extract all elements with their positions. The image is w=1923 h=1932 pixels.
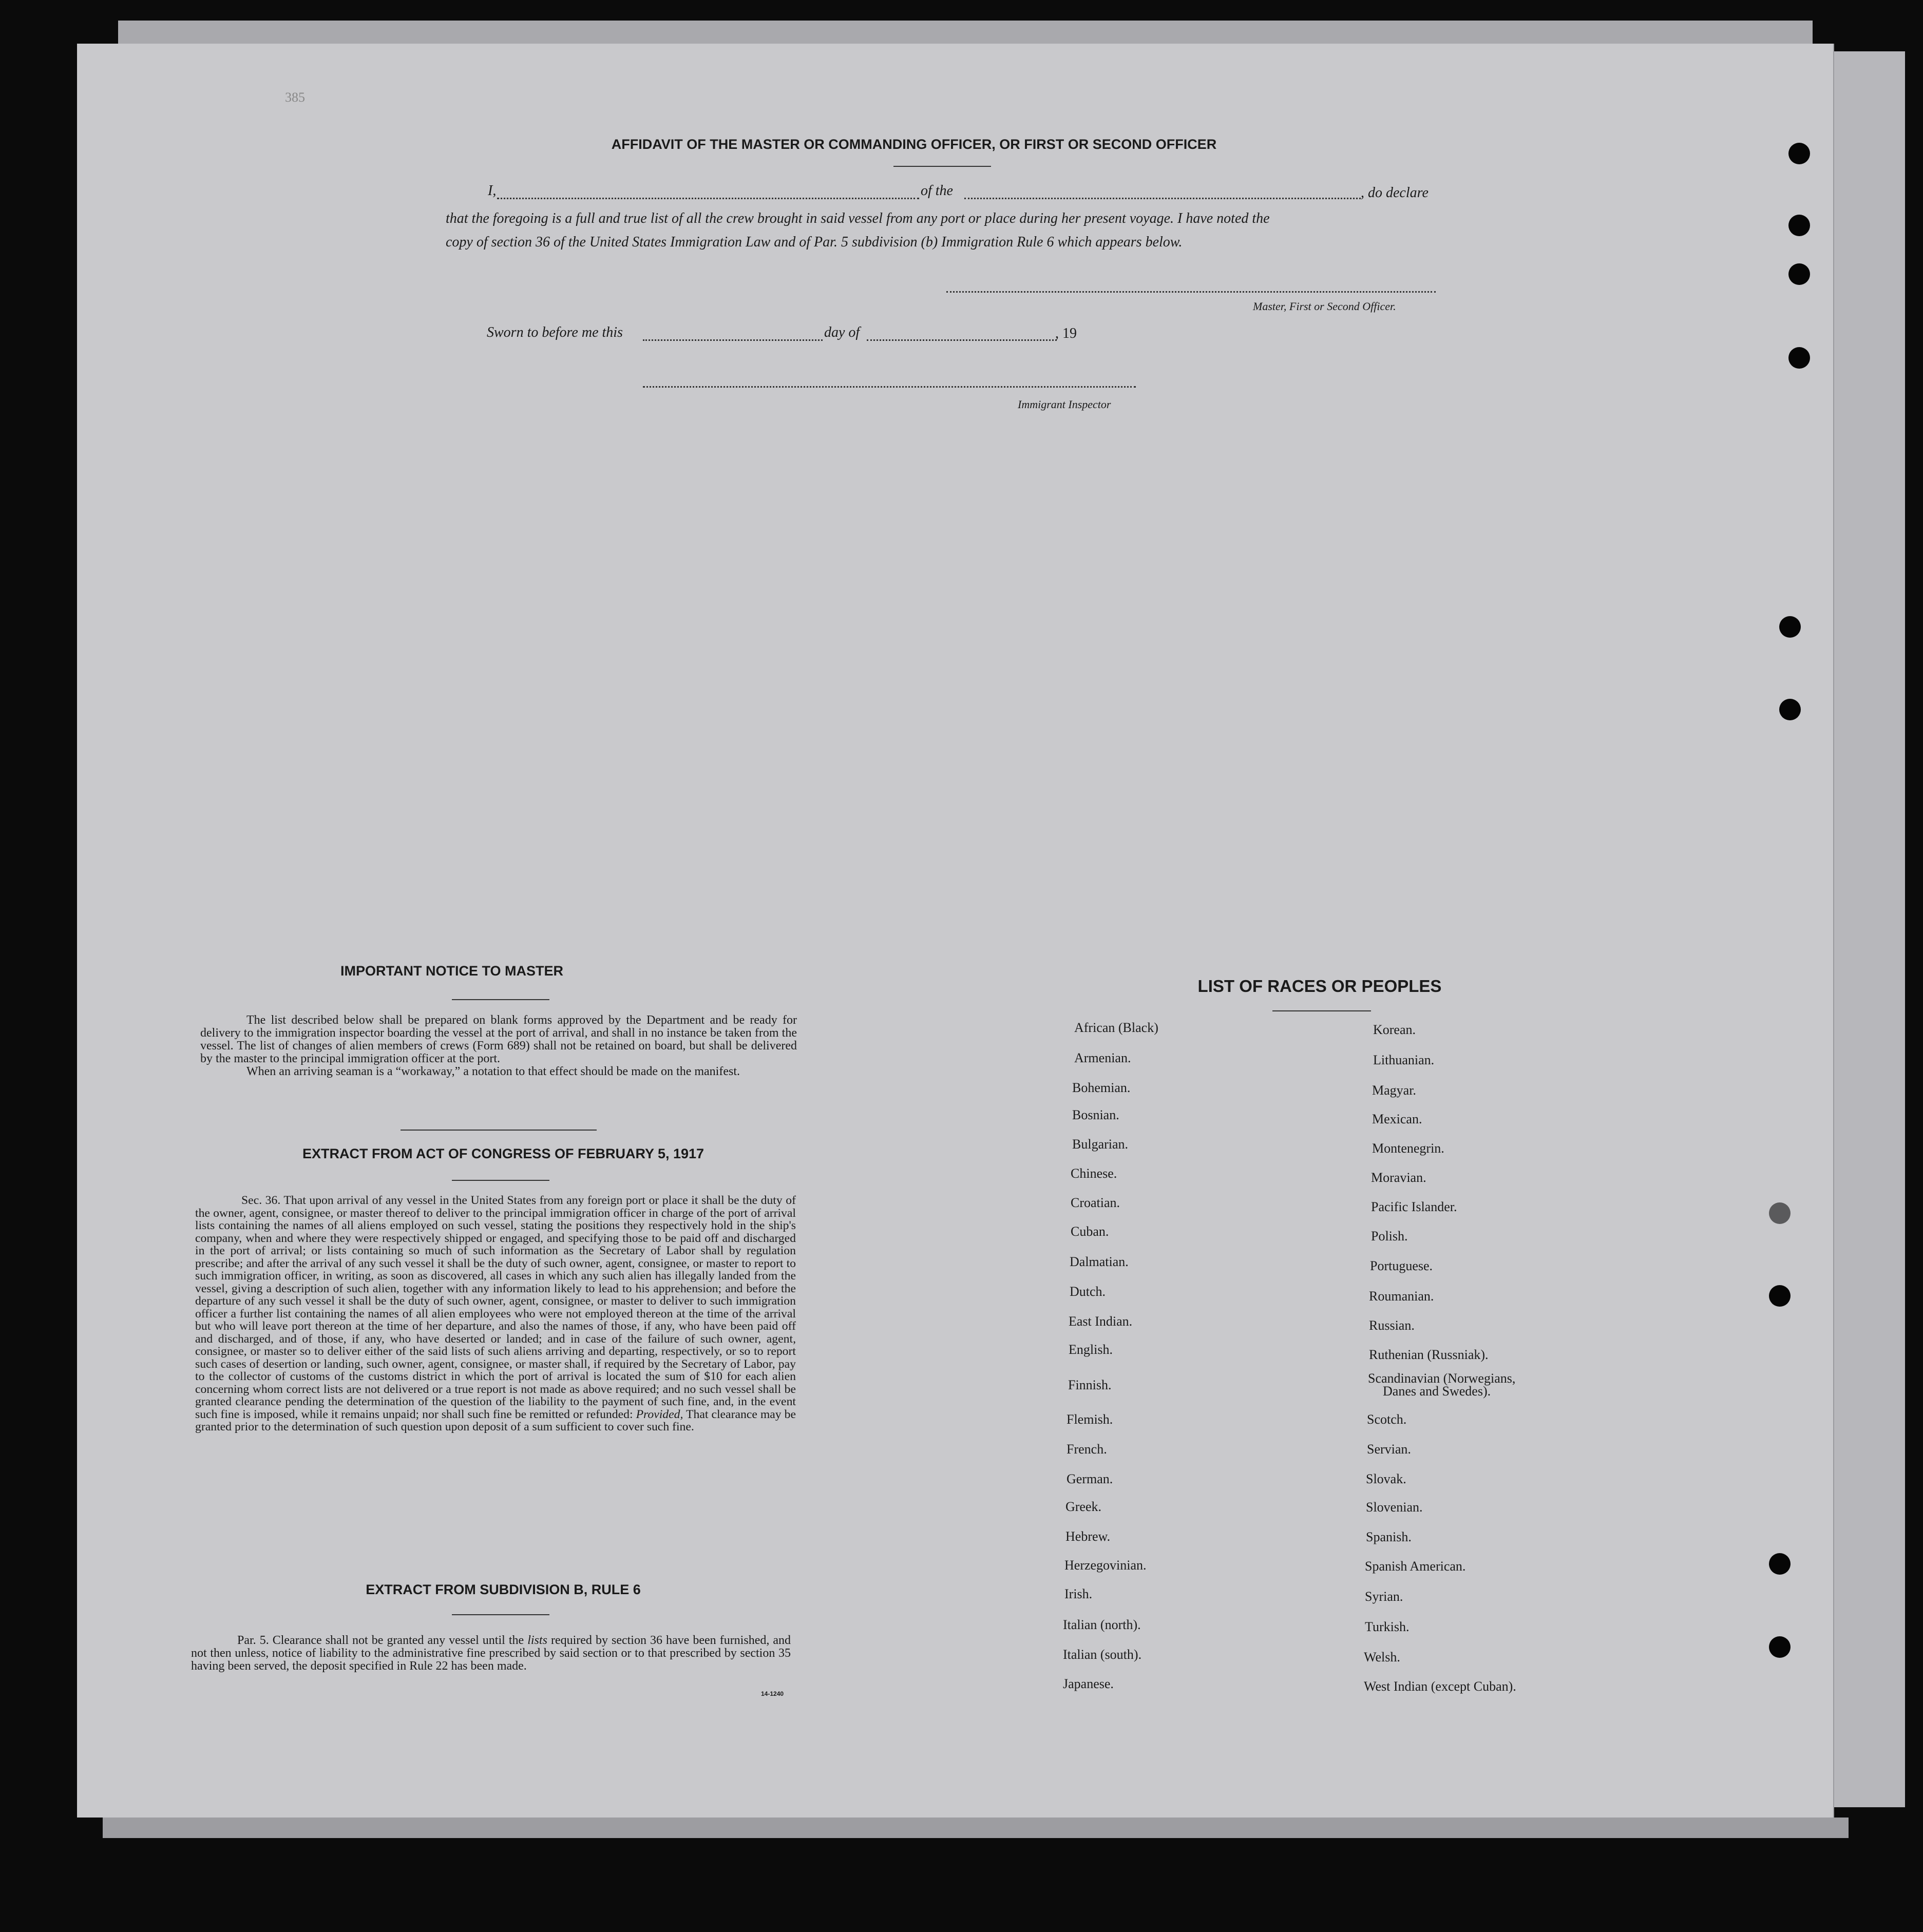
extract-act-divider [452,1180,549,1181]
race-left-item: Hebrew. [1065,1529,1111,1544]
race-right-item: Turkish. [1365,1619,1410,1634]
race-right-item: Pacific Islander. [1371,1199,1457,1214]
race-left-item: Chinese. [1071,1166,1117,1181]
race-right-item: Korean. [1373,1022,1416,1037]
sworn-day-blank[interactable] [643,339,823,341]
notice-divider [452,999,549,1000]
extract-act-body [195,1194,796,1433]
race-continuation: Danes and Swedes). [1383,1384,1491,1399]
race-right-item: Russian. [1369,1318,1415,1333]
race-left-item: Croatian. [1071,1195,1120,1210]
race-right-item: Mexican. [1372,1112,1422,1126]
race-left-item: Herzegovinian. [1064,1558,1147,1573]
race-right-item: Moravian. [1371,1170,1426,1185]
rule-text-b: required by section 36 have been furnished, and not then unless, notice of liability to the administrative fine prescribed by said section or to that prescribed by section 35 having been served, the deposit specified in Rule 22 has been made. [191,1634,791,1673]
section-36-end: That clearance may be granted prior to the determination of such question upon deposit of a sum sufficient to cover such fine. [195,1407,796,1433]
race-left-item: German. [1067,1471,1113,1486]
name-blank[interactable] [497,198,919,199]
race-left-item: English. [1069,1342,1113,1357]
race-left-item: Flemish. [1067,1412,1113,1427]
corner-page-mark: 385 [285,90,305,105]
affidavit-declare-label: , do declare [1361,185,1429,201]
race-right-item: Scotch. [1367,1412,1407,1427]
race-left-item: Italian (north). [1063,1617,1141,1632]
sworn-month-blank[interactable] [867,339,1057,341]
race-right-item: Welsh. [1364,1650,1400,1665]
lists-word: lists [527,1634,547,1647]
officer-signature-caption: Master, First or Second Officer. [1253,300,1396,313]
race-right-item: Spanish American. [1365,1559,1466,1574]
race-left-item: Japanese. [1063,1676,1114,1691]
affidavit-title: AFFIDAVIT OF THE MASTER OR COMMANDING OFFICER, OR FIRST OR SECOND OFFICER [611,137,1217,152]
race-left-item: Dutch. [1070,1284,1106,1299]
provided-word: Provided, [636,1407,683,1421]
race-left-item: Finnish. [1068,1378,1112,1392]
inspector-signature-line[interactable] [643,386,1136,388]
notice-paragraph-1: The list described below shall be prepared on blank forms approved by the Department and be ready for delivery to the immigration inspector boarding the vessel at the port of arrival, and shall in no instance be taken from the vessel. The list of changes of alien members of crews (Form 689) shall not be retained on board, but shall be delivered by the master to the principal immigration officer at the port. [200,1013,797,1065]
punch-hole [1788,215,1810,236]
page-edge-right [1833,51,1905,1807]
race-right-item: Syrian. [1365,1589,1403,1604]
races-divider [1272,1010,1371,1011]
notice-title: IMPORTANT NOTICE TO MASTER [340,963,563,979]
notice-body [200,1014,797,1078]
punch-hole [1769,1553,1791,1575]
race-left-item: East Indian. [1069,1314,1133,1329]
sworn-prefix: Sworn to before me this [487,324,623,340]
race-left-item: Cuban. [1071,1224,1109,1239]
affidavit-line-3: copy of section 36 of the United States Immigration Law and of Par. 5 subdivision (b) Immigration Rule 6 which appears below. [446,234,1183,250]
race-left-item: Bosnian. [1072,1107,1119,1122]
punch-hole [1779,616,1801,638]
race-left-item: Italian (south). [1063,1647,1142,1662]
punch-hole [1769,1202,1791,1224]
race-right-item: Roumanian. [1369,1289,1434,1304]
sworn-day-of-label: day of [824,324,860,340]
race-left-item: African (Black) [1074,1020,1158,1035]
vessel-blank[interactable] [964,198,1361,199]
punch-hole [1769,1636,1791,1658]
form-number: 14-1240 [761,1690,784,1697]
extract-rule-body [191,1634,791,1673]
race-right-item: Slovak. [1366,1471,1406,1486]
title-divider [893,166,991,167]
page-edge-bottom [103,1818,1849,1838]
race-right-item: Magyar. [1372,1083,1416,1098]
officer-signature-line[interactable] [946,291,1436,293]
race-left-item: French. [1067,1442,1107,1457]
rule-text-a: Par. 5. Clearance shall not be granted any vessel until the [237,1634,524,1647]
race-right-item: Slovenian. [1366,1500,1423,1515]
affidavit-of-the-label: of the [921,183,953,199]
race-right-item: Spanish. [1366,1529,1412,1544]
race-right-item: Lithuanian. [1373,1053,1435,1067]
race-left-item: Greek. [1065,1499,1102,1514]
affidavit-line-2: that the foregoing is a full and true list of all the crew brought in said vessel from any port or place during her present voyage. I have noted the [446,211,1270,226]
race-right-item: Polish. [1371,1229,1408,1244]
extract-act-title: EXTRACT FROM ACT OF CONGRESS OF FEBRUARY 5, 1917 [302,1146,705,1161]
punch-hole [1779,699,1801,720]
sworn-year-label: , 19 [1055,326,1077,341]
race-left-item: Irish. [1064,1586,1093,1601]
affidavit-i-label: I, [488,183,497,199]
race-right-item: West Indian (except Cuban). [1364,1679,1516,1694]
extract-rule-title: EXTRACT FROM SUBDIVISION B, RULE 6 [366,1582,641,1597]
race-right-item: Portuguese. [1370,1258,1433,1273]
race-left-item: Bulgarian. [1072,1137,1129,1152]
rule-paragraph [191,1634,791,1673]
race-left-item: Dalmatian. [1070,1254,1129,1269]
punch-hole [1788,143,1810,164]
form-page [77,44,1834,1818]
punch-hole [1788,263,1810,285]
race-right-item: Scandinavian (Norwegians, [1368,1371,1516,1386]
race-right-item: Servian. [1367,1442,1411,1457]
races-title: LIST OF RACES OR PEOPLES [1197,977,1442,996]
section-36-text [195,1194,796,1433]
punch-hole [1769,1285,1791,1307]
race-right-item: Montenegrin. [1372,1141,1444,1156]
race-right-item: Ruthenian (Russniak). [1369,1347,1489,1362]
section-label: Sec. 36. [241,1194,281,1207]
punch-hole [1788,347,1810,369]
section-36-main: That upon arrival of any vessel in the United States from any foreign port or place it shall be the duty of the owner, agent, consignee, or master thereof to deliver to the principal immigration officer in charge of the port of arrival lists containing the names of all aliens employed on such vessel, stating the positions they respectively hold in the ship's company, when and where they were respectively shipped or engaged, and specifying those to be paid off and discharged in the port of arrival; or lists containing so much of such information as the Secretary of Labor shall by regulation prescribe; and after the arrival of any such vessel it shall be the duty of such owner, agent, consignee, or master to report to such immigration officer, in writing, as soon as discovered, all cases in which any such alien has illegally landed from the vessel, giving a description of such alien, together with any information likely to lead to his apprehension; and before the departure of any such vessel it shall be the duty of such owner, agent, consignee, or master to deliver to such immigration officer a further list containing the names of all alien employees who were not employed thereon at the time of the arrival but who will leave port thereon at the time of her departure, and also the names of those, if any, who have been paid off and discharged, and of those, if any, who have deserted or landed; and in case of the failure of such owner, agent, consignee, or master so to deliver either of the said lists of such aliens arriving and departing, respectively, or so to report such cases of desertion or landing, such owner, agent, consignee, or master shall, if required by the Secretary of Labor, pay to the collector of customs of the customs district in which the port of arrival is located the sum of $10 for each alien concerning whom correct lists are not delivered or a true report is not made as above required; and no such vessel shall be granted clearance pending the determination of the question of the liability to the payment of such fine, and, in the event such fine is imposed, while it remains unpaid; nor shall such fine be remitted or refunded: [195,1194,796,1421]
race-left-item: Armenian. [1074,1050,1131,1065]
extract-rule-divider [452,1614,549,1615]
race-left-item: Bohemian. [1072,1080,1131,1095]
notice-paragraph-2: When an arriving seaman is a “workaway,” a notation to that effect should be made on the manifest. [246,1065,740,1078]
section-divider [401,1130,597,1131]
inspector-caption: Immigrant Inspector [1018,398,1111,411]
